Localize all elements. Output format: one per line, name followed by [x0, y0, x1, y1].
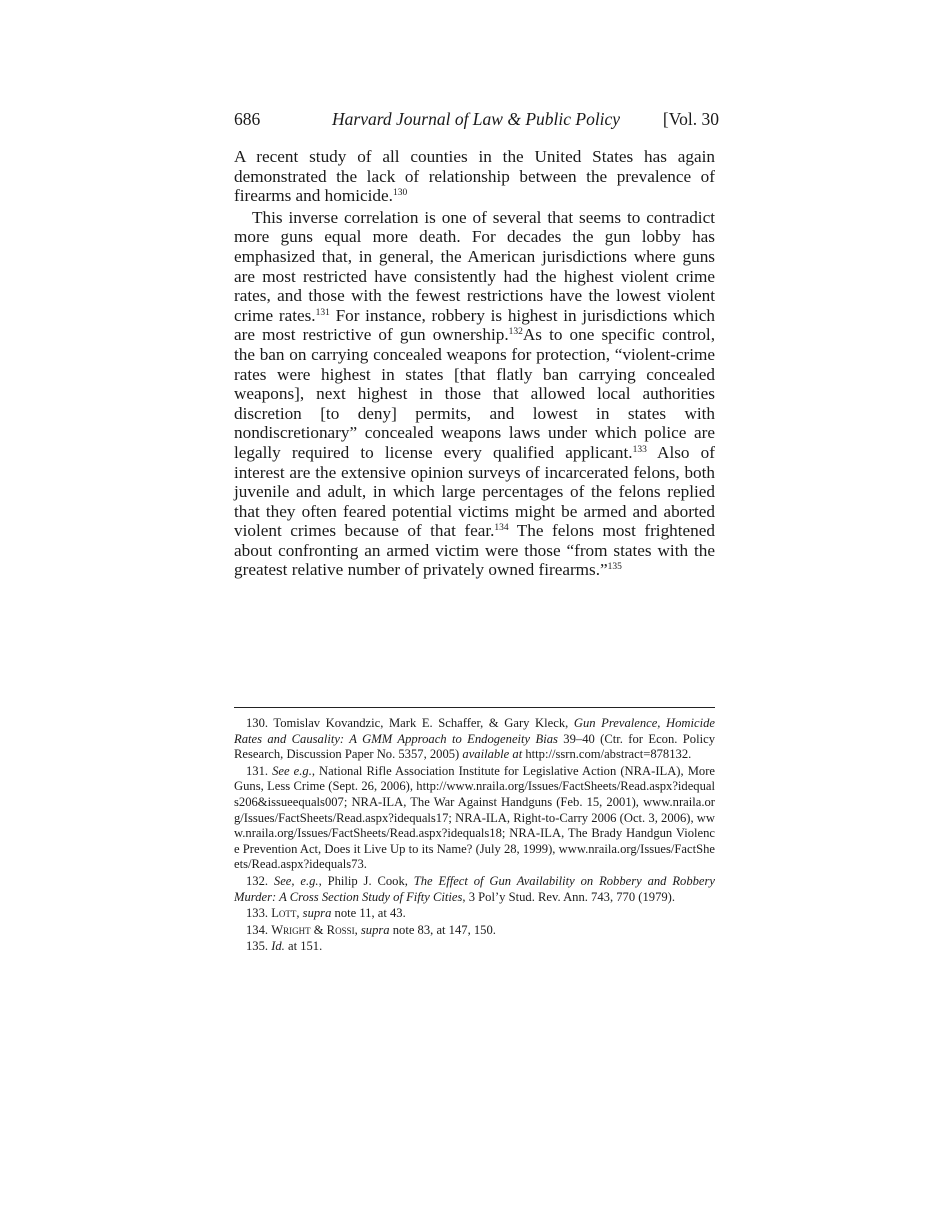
- footnote-number: 131.: [246, 763, 273, 778]
- footnote-author: Lott: [271, 906, 297, 921]
- body-text: [234, 147, 715, 582]
- footnote-text: ,: [354, 922, 361, 937]
- footnote-text: at 151.: [284, 939, 323, 954]
- footnote-divider: [234, 707, 715, 708]
- paragraph-text: Also of interest are the extensive opinion surveys of incarcerated felons, both juvenile and adult, in which large percentages of the felons replied that they often feared potential victims might be armed and aborted violent crimes because of that fear.: [234, 442, 715, 541]
- footnote-text: , 3 Pol’y Stud. Rev. Ann. 743, 770 (1979).: [462, 889, 676, 904]
- footnote-text: , National Rifle Association Institute for Legislative Action (NRA-ILA), More Guns, Less Crime (Sept. 26, 2006), http://www.nraila.org/Issues/FactSheets/Read.aspx?idequals206&issueequals007; NRA-ILA, The War Against Handguns (Feb. 15, 2001), www.nraila.org/Issues/FactSheets/Read.aspx?idequals17; NRA-ILA, Right-to-Carry 2006 (Oct. 3, 2006), www.nraila.org/Issues/FactSheets/Read.aspx?idequals18; NRA-ILA, The Brady Handgun Violence Prevention Act, Does it Live Up to its Name? (July 28, 1999), www.nraila.org/Issues/FactSheets/Read.aspx?idequals73.: [234, 763, 715, 872]
- footnote-author: Wright & Rossi: [271, 922, 355, 937]
- footnote-130: [234, 716, 715, 763]
- footnote-text: 39–40 (Ctr. for Econ. Policy Research, Discussion Paper No. 5357, 2005): [234, 731, 715, 762]
- paragraph-1: [234, 147, 715, 206]
- footnote-135: [234, 939, 715, 955]
- footnote-signal: See e.g.: [272, 763, 312, 778]
- footnote-title: The Effect of Gun Availability on Robbery and Robbery Murder: A Cross Section Study of Fifty Cities: [234, 873, 716, 904]
- footnote-text: note 83, at 147, 150.: [389, 922, 496, 937]
- footnote-ref-133[interactable]: 133: [632, 444, 647, 455]
- footnote-text: ,: [296, 906, 303, 921]
- footnote-signal: See, e.g.: [273, 873, 319, 888]
- page-number: 686: [234, 109, 261, 129]
- footnote-signal: supra: [302, 906, 332, 921]
- running-header: [234, 109, 719, 131]
- footnote-signal: Id.: [271, 939, 285, 954]
- paragraph-2: [234, 208, 715, 580]
- footnote-signal: available at: [462, 747, 523, 762]
- paragraph-text: The felons most frightened about confronting an armed victim were those “from states with the greatest relative number of privately owned firearms.”: [234, 521, 715, 580]
- footnote-title: Gun Prevalence, Homicide Rates and Causality: A GMM Approach to Endogeneity Bias: [234, 716, 715, 746]
- footnote-number: 134.: [246, 922, 272, 937]
- paragraph-text: For instance, robbery is highest in jurisdictions which are most restrictive of gun ownership.: [234, 305, 715, 345]
- footnote-ref-130[interactable]: 130: [392, 188, 408, 199]
- footnote-ref-134[interactable]: 134: [494, 523, 509, 534]
- footnote-133: [234, 906, 715, 922]
- paragraph-text: As to one specific control, the ban on carrying concealed weapons for protection, “violent-crime rates were highest in states [that flatly ban carrying concealed weapons], next highest in those that allowed local authorities discretion [to deny] permits, and lowest in states with nondiscretionary” concealed weapons laws under which police are legally required to license every qualified applicant.: [234, 325, 716, 462]
- footnote-signal: supra: [360, 922, 390, 937]
- footnote-number: 132.: [246, 873, 274, 888]
- journal-title: Harvard Journal of Law & Public Policy: [332, 109, 621, 129]
- footnote-131: [234, 764, 715, 873]
- footnote-text: , Philip J. Cook,: [318, 873, 414, 888]
- footnote-number: 133.: [246, 906, 272, 921]
- footnote-text: note 11, at 43.: [331, 906, 406, 921]
- footnote-134: [234, 923, 715, 939]
- footnote-text: 130. Tomislav Kovandzic, Mark E. Schaffer, & Gary Kleck,: [246, 716, 574, 730]
- footnote-ref-131[interactable]: 131: [315, 307, 330, 318]
- footnote-132: [234, 874, 715, 905]
- footnote-number: 135.: [246, 939, 272, 954]
- paragraph-text: A recent study of all counties in the United States has again demonstrated the lack of relationship between the prevalence of firearms and homicide.: [234, 147, 715, 206]
- footnote-link[interactable]: http://ssrn.com/abstract=878132.: [522, 747, 692, 762]
- footnote-ref-132[interactable]: 132: [508, 327, 523, 338]
- footnote-ref-135[interactable]: 135: [607, 562, 622, 573]
- paragraph-text: This inverse correlation is one of several that seems to contradict more guns equal more death. For decades the gun lobby has emphasized that, in general, the American jurisdictions where guns are most restricted have consistently had the highest violent crime rates, and those with the fewest restrictions have the lowest violent crime rates.: [234, 207, 715, 325]
- footnotes: [234, 716, 715, 956]
- volume-label: [Vol. 30: [662, 109, 719, 129]
